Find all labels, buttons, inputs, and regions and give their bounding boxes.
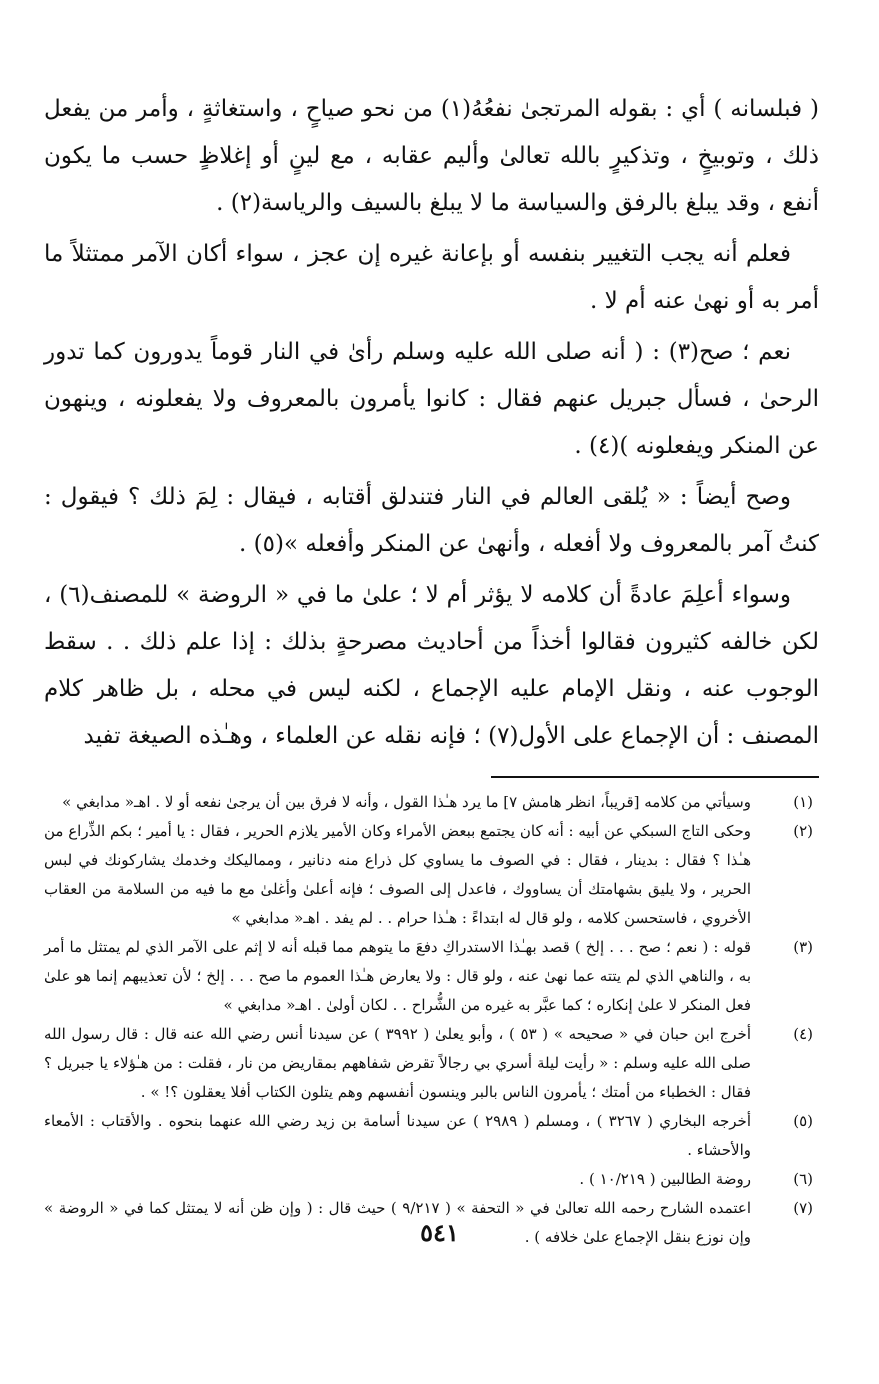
footnote-number: (١) [793,793,813,811]
paragraph: وصح أيضاً : « يُلقى العالم في النار فتندلق أقتابه ، فيقال : لِمَ ذلك ؟ فيقول : كنتُ آمر بالمعروف ولا أفعله ، وأنهىٰ عن المنكر وأفعله »(٥) . [44,484,819,557]
paragraph: وسواء أعلِمَ عادةً أن كلامه لا يؤثر أم لا ؛ علىٰ ما في « الروضة » للمصنف(٦) ، لكن خالفه كثيرون فقالوا أخذاً من أحاديث مصرحةٍ بذلك : إذا علم ذلك . . سقط الوجوب عنه ، ونقل الإمام عليه الإجماع ، لكنه ليس في محله ، بل ظاهر كلام المصنف : أن الإجماع على الأول(٧) ؛ فإنه نقله عن العلماء ، وهـٰذه الصيغة تفيد [44,582,819,749]
document-page [44,86,819,1384]
paragraph: ( فبلسانه ) أي : بقوله المرتجىٰ نفعُهُ(١) من نحو صياحٍ ، واستغاثةٍ ، وأمر من يفعل ذلك ، وتوبيخٍ ، وتذكيرٍ بالله تعالىٰ وأليم عقابه ، مع لينٍ أو إغلاظٍ حسب ما يكون أنفع ، وقد يبلغ بالرفق والسياسة ما لا يبلغ بالسيف والرياسة(٢) . [44,96,819,216]
footnote-number: (٣) [793,938,813,956]
main-text [44,86,819,760]
paragraph: نعم ؛ صح(٣) : ( أنه صلى الله عليه وسلم رأىٰ في النار قوماً يدورون كما تدور الرحىٰ ، فسأل جبريل عنهم فقال : كانوا يأمرون بالمعروف ولا يفعلونه ، وينهون عن المنكر ويفعلونه )(٤) . [44,339,819,459]
footnote-number: (٧) [793,1199,813,1217]
footnote-separator [491,776,819,778]
footnote-text: وسيأتي من كلامه [قريباً، انظر هامش ٧] ما يرد هـٰذا القول ، وأنه لا فرق بين أن يرجىٰ نفعه أو لا . اهـ« مدابغي » [62,793,751,811]
footnotes [44,788,819,1252]
footnote [44,1165,819,1194]
footnote-text: قوله : ( نعم ؛ صح . . . إلخ ) قصد بهـٰذا الاستدراكِ دفعَ ما يتوهم مما قبله أنه لا إثم على الآمر الذي لم يمتثل ما أمر به ، والناهي الذي لم يتته عما نهىٰ عنه ، ولو قال : ولا يعارض هـٰذا العموم ما صح . . . إلخ ؛ لأن تعذيبهم إنما هو علىٰ فعل المنكر لا علىٰ إنكاره ؛ كما عبَّر به غيره من الشُّراح . . لكان أولىٰ . اهـ« مدابغي » [44,938,751,1014]
paragraph: فعلم أنه يجب التغيير بنفسه أو بإعانة غيره إن عجز ، سواء أكان الآمر ممتثلاً ما أمر به أو نهىٰ عنه أم لا . [44,241,819,314]
footnote [44,817,819,933]
page-number: ٥٤١ [420,1218,459,1247]
footnote [44,788,819,817]
footnote-text: روضة الطالبين ( ١٠/٢١٩ ) . [579,1170,751,1188]
footnote-number: (٢) [793,822,813,840]
footnote-text: أخرج ابن حبان في « صحيحه » ( ٥٣ ) ، وأبو يعلىٰ ( ٣٩٩٢ ) عن سيدنا أنس رضي الله عنه قال : قال رسول الله صلى الله عليه وسلم : « رأيت ليلة أسري بي رجالاً تقرض شفاههم بمقاريض من نار ، فقلت : من هـٰؤلاء يا جبريل ؟ فقال : الخطباء من أمتك ؛ يأمرون الناس بالبر وينسون أنفسهم وهم يتلون الكتاب أفلا يعقلون ؟! » . [44,1025,751,1101]
footnote-text: أخرجه البخاري ( ٣٢٦٧ ) ، ومسلم ( ٢٩٨٩ ) عن سيدنا أسامة بن زيد رضي الله عنهما بنحوه . والأقتاب : الأمعاء والأحشاء . [44,1112,751,1159]
footnote [44,1020,819,1107]
footnote [44,1107,819,1165]
footnote-number: (٤) [793,1025,813,1043]
footnote-number: (٥) [793,1112,813,1130]
footnote-text: اعتمده الشارح رحمه الله تعالىٰ في « التحفة » ( ٩/٢١٧ ) حيث قال : ( وإن ظن أنه لا يمتثل كما في « الروضة » وإن نوزع بنقل الإجماع علىٰ خلافه ) . [44,1199,751,1246]
footnote-number: (٦) [793,1170,813,1188]
footnote [44,933,819,1020]
footnote-text: وحكى التاج السبكي عن أبيه : أنه كان يجتمع ببعض الأمراء وكان الأمير يلازم الحرير ، فقال : يا أمير ؛ بكم الذِّراع من هـٰذا ؟ فقال : بدينار ، فقال : في الصوف ما يساوي كل ذراع منه دنانير ، ومماليكك وخدمك يشاركونك في لبس الحرير ، ولا يليق بشهامتك أن يساووك ، فاعدل إلى الصوف ؛ فإنه أعلىٰ وأغلىٰ مع ما فيه من السلامة من العقاب الأخروي ، فاستحسن كلامه ، ولو قال له ابتداءً : هـٰذا حرام . . لم يفد . اهـ« مدابغي » [44,822,751,927]
